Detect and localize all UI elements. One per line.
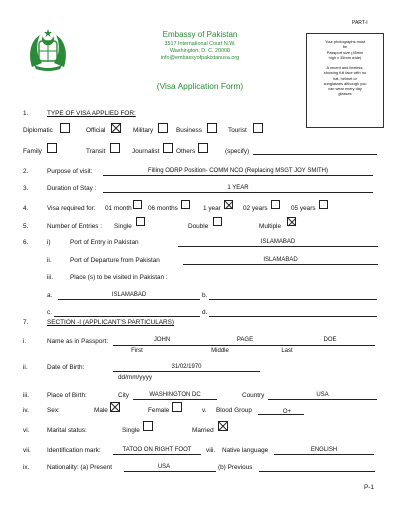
q6-ii-number: ii. (47, 257, 52, 264)
section7-title: SECTION -I (APPLICANT'S PARTICULARS) (47, 319, 175, 326)
nationality-number: ix. (23, 464, 30, 471)
address-line1: 3517 International Court N.W. (164, 41, 236, 47)
dob-value: 31/02/1970 (171, 364, 202, 370)
language-number: viii. (206, 447, 216, 454)
marital-single-checkbox[interactable] (143, 421, 153, 431)
q3-number: 3. (23, 185, 29, 192)
dob-number: ii. (23, 364, 28, 371)
middle-name-value: PAGE (236, 337, 254, 343)
language-field[interactable] (274, 454, 374, 455)
duration-1-year-checkbox[interactable] (224, 200, 233, 209)
entries-single-label: Single (114, 223, 132, 230)
first-name-caption: First (131, 348, 143, 354)
dob-label: Date of Birth: (47, 364, 85, 371)
entries-single-checkbox[interactable] (136, 217, 145, 226)
pob-country-field[interactable] (268, 399, 377, 400)
visa-type-business-checkbox[interactable] (207, 123, 217, 133)
nationality-present-value: USA (157, 464, 171, 470)
place-a-label: a. (47, 292, 53, 299)
place-a-value: ISLAMABAD (111, 292, 147, 298)
pob-country-value: USA (316, 392, 329, 398)
visa-type-transit-checkbox[interactable] (110, 143, 120, 153)
port-entry-label: Port of Entry in Pakistan (70, 239, 139, 246)
entries-label: Number of Entries : (47, 223, 103, 230)
pob-label: Place of Birth: (47, 392, 87, 399)
purpose-field[interactable] (103, 175, 373, 176)
dob-field[interactable] (113, 371, 260, 372)
visa-type-others-label: Others (176, 148, 196, 155)
duration-02-years-checkbox[interactable] (271, 200, 280, 209)
middle-name-caption: Middle (211, 348, 229, 354)
photo-instruction: be (342, 44, 348, 50)
port-entry-value: ISLAMABAD (260, 239, 296, 245)
sex-number: iv. (23, 407, 29, 414)
visa-type-family-label: Family (23, 148, 42, 155)
last-name-caption: Last (281, 348, 293, 354)
photo-instruction: hat, helmet or (333, 75, 357, 81)
port-departure-value: ISLAMABAD (263, 257, 298, 263)
entries-multiple-label: Multiple (259, 223, 282, 230)
page-number: P-1 (364, 484, 374, 491)
q4-number: 4. (23, 205, 29, 212)
q2-number: 2. (23, 168, 29, 175)
embassy-name: Embassy of Pakistan (162, 30, 238, 39)
place-c-label: c. (47, 309, 52, 316)
entries-multiple-checkbox[interactable] (287, 217, 296, 226)
visa-type-others-checkbox[interactable] (198, 143, 208, 153)
visa-type-official-checkbox[interactable] (111, 123, 121, 133)
ident-field[interactable] (113, 454, 201, 455)
photo-instruction: high x 35mm wide) (328, 54, 362, 60)
blood-number: v. (202, 407, 207, 414)
duration-value: 1 YEAR (227, 185, 249, 191)
section1-title: TYPE OF VISA APPLIED FOR: (47, 110, 136, 117)
ident-label: Identification mark: (47, 447, 101, 454)
entries-double-checkbox[interactable] (213, 217, 222, 226)
name-field[interactable] (113, 345, 375, 346)
duration-06-months-label: 06 months (148, 205, 178, 212)
photo-instruction: can wear every day (328, 86, 362, 92)
photo-box (306, 33, 384, 128)
section7-number: 7. (23, 319, 29, 326)
blood-group-label: Blood Group (216, 407, 252, 414)
marital-married-checkbox[interactable] (218, 421, 228, 431)
duration-06-months-checkbox[interactable] (181, 200, 190, 209)
q5-number: 5. (23, 223, 29, 230)
duration-05-years-label: 05 years (291, 205, 316, 212)
photo-instruction: showing full face with no (323, 70, 367, 76)
name-label: Name as in Passport: (47, 338, 109, 345)
visa-type-military-checkbox[interactable] (158, 123, 168, 133)
marital-label: Marital status: (47, 427, 87, 434)
duration-field[interactable] (103, 192, 373, 193)
sex-female-label: Female (148, 407, 170, 414)
q6-number: 6. (23, 239, 29, 246)
nationality-previous-label: (b) Previous (218, 464, 253, 471)
pob-city-value: WASHINGTON DC (149, 392, 201, 398)
duration-01-month-label: 01 month (105, 205, 132, 212)
visa-type-business-label: Business (176, 127, 202, 134)
part-label: PART-I (352, 20, 368, 26)
visa-type-tourist-checkbox[interactable] (253, 123, 263, 133)
nationality-present-label: Nationality: (a) Present (47, 464, 112, 471)
photo-instruction: A recent and lineless, (326, 65, 364, 71)
visa-type-journalist-checkbox[interactable] (163, 143, 173, 153)
port-departure-field[interactable] (183, 264, 378, 265)
visa-type-military-label: Military (133, 127, 154, 134)
pob-country-label: Country (242, 392, 265, 399)
places-visit-label: Place (s) to be visited in Pakistan : (70, 274, 168, 281)
visa-type-official-label: Official (86, 127, 106, 134)
marital-number: vi. (23, 427, 30, 434)
visa-type-family-checkbox[interactable] (47, 143, 57, 153)
pob-number: iii. (23, 392, 30, 399)
address-line2: Washington, D. C. 20008 (169, 48, 231, 54)
place-d-label: d. (202, 309, 208, 316)
pob-city-label: City (118, 392, 130, 399)
visa-required-label: Visa required for: (47, 205, 96, 212)
specify-label: (specify) (225, 148, 250, 155)
ident-number: vii. (23, 447, 31, 454)
place-b-field[interactable] (209, 299, 377, 300)
port-departure-label: Port of Departure from Pakistan (70, 257, 160, 264)
entries-double-label: Double (188, 223, 209, 230)
sex-label: Sex: (47, 407, 60, 414)
language-value: ENGLISH (310, 447, 338, 453)
q6-iii-number: iii. (47, 274, 54, 281)
embassy-email[interactable]: info@embassyofpakistanusa.org (160, 55, 240, 61)
specify-field[interactable] (253, 154, 377, 155)
language-label: Native language (222, 447, 269, 454)
sex-female-checkbox[interactable] (172, 402, 182, 412)
visa-type-transit-label: Transit (86, 148, 106, 155)
duration-01-month-checkbox[interactable] (133, 200, 142, 209)
photo-instruction: Passport size (45mm (326, 49, 364, 55)
purpose-value: Filling ODRP Position- COMM NCO (Replacing MSGT JOY SMITH) (147, 168, 329, 174)
place-b-label: b. (202, 292, 208, 299)
section1-number: 1. (23, 110, 29, 117)
duration-1-year-label: 1 year (203, 205, 221, 212)
marital-single-label: Single (122, 427, 140, 434)
photo-instruction: sunglasses although you (323, 80, 367, 86)
photo-instruction: Your photographs must (324, 39, 366, 44)
nationality-present-field[interactable] (124, 471, 216, 472)
q6-i-number: i) (47, 239, 51, 246)
pob-city-field[interactable] (133, 399, 217, 400)
sex-male-checkbox[interactable] (110, 402, 120, 412)
first-name-value: JOHN (153, 337, 171, 343)
sex-male-label: Male (94, 407, 108, 414)
visa-type-diplomatic-checkbox[interactable] (60, 123, 70, 133)
visa-type-tourist-label: Tourist (228, 127, 247, 134)
purpose-label: Purpose of visit: (47, 168, 93, 175)
visa-type-diplomatic-label: Diplomatic (23, 127, 53, 134)
visa-type-journalist-label: Journalist (132, 148, 160, 155)
marital-married-label: Married (192, 427, 214, 434)
place-d-field[interactable] (209, 316, 377, 317)
dob-format-hint: dd/mm/yyyy (118, 374, 153, 381)
port-entry-field[interactable] (178, 246, 378, 247)
ident-value: TATOO ON RIGHT FOOT (122, 447, 192, 453)
name-number: i. (23, 338, 27, 345)
duration-05-years-checkbox[interactable] (319, 200, 328, 209)
duration-02-years-label: 02 years (243, 205, 268, 212)
duration-label: Duration of Stay : (47, 185, 97, 192)
place-a-field[interactable] (58, 299, 200, 300)
photo-instruction: glasses (338, 91, 352, 97)
nationality-previous-field[interactable] (259, 471, 375, 472)
place-c-field[interactable] (54, 316, 200, 317)
blood-group-value: O+ (282, 409, 292, 415)
form-title: (Visa Application Form) (156, 81, 244, 91)
last-name-value: DOE (323, 337, 337, 343)
